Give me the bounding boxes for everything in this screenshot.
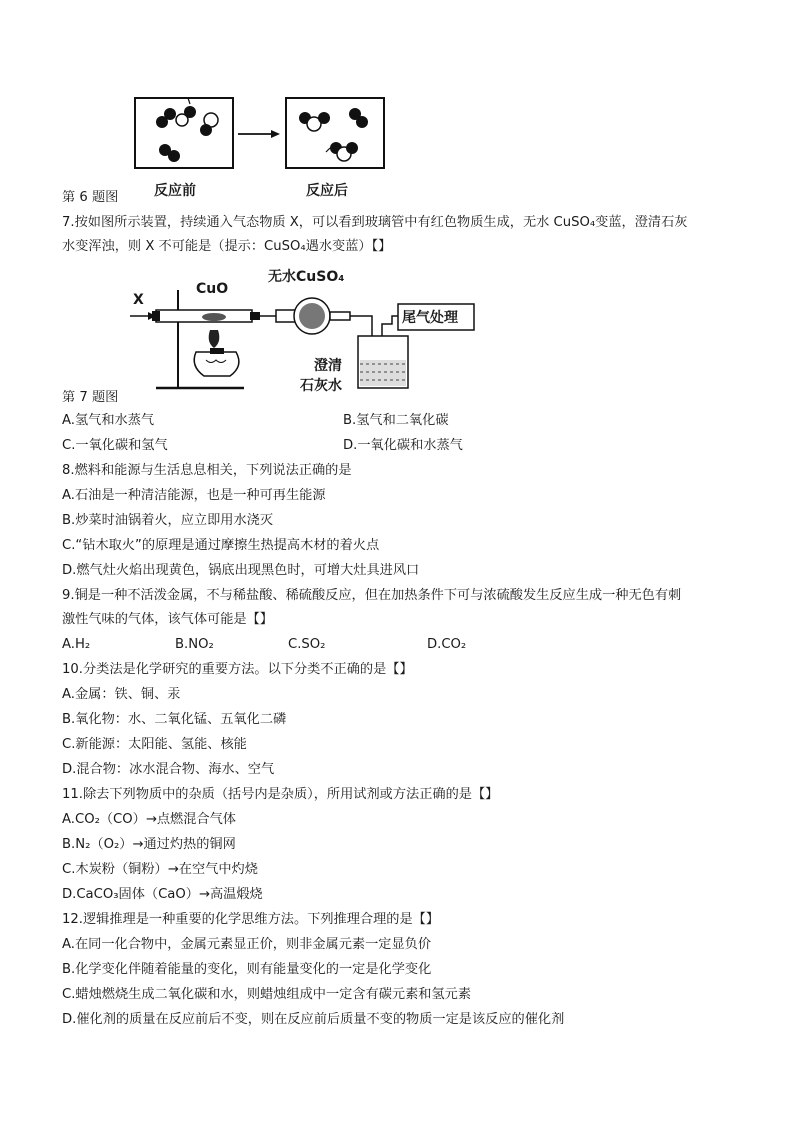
q9-stem-line-2: 激性气味的气体，该气体可能是【】	[62, 612, 273, 627]
fig6-caption: 第 6 题图	[62, 190, 119, 205]
q12-stem: 12.逻辑推理是一种重要的化学思维方法。下列推理合理的是【】	[62, 912, 440, 927]
fig7-tail-gas-label: 尾气处理	[402, 310, 458, 326]
fig7-caption: 第 7 题图	[62, 390, 119, 405]
fig7-limewater-label-2: 石灰水	[300, 378, 342, 394]
arrow-head-icon	[271, 130, 280, 138]
q12-option-d: D.催化剂的质量在反应前后不变，则在反应前后质量不变的物质一定是该反应的催化剂	[62, 1012, 565, 1027]
q11-stem: 11.除去下列物质中的杂质（括号内是杂质），所用试剂或方法正确的是【】	[62, 787, 499, 802]
q8-option-b: B.炒菜时油锅着火，应立即用水浇灭	[62, 513, 274, 528]
q7-option-b: B.氢气和二氧化碳	[343, 413, 449, 428]
q8-option-c: C.“钻木取火”的原理是通过摩擦生热提高木材的着火点	[62, 538, 380, 553]
q9-option-d: D.CO₂	[427, 637, 467, 652]
q8-stem: 8.燃料和能源与生活息息相关，下列说法正确的是	[62, 463, 352, 478]
q12-option-a: A.在同一化合物中，金属元素显正价，则非金属元素一定显负价	[62, 937, 432, 952]
q9-stem-line-1: 9.铜是一种不活泼金属，不与稀盐酸、稀硫酸反应，但在加热条件下可与浓硫酸发生反应生成一种无色有刺	[62, 588, 682, 603]
before-box	[135, 98, 233, 168]
fig6-after-label: 反应后	[306, 183, 348, 199]
q10-option-a: A.金属：铁、铜、汞	[62, 687, 181, 702]
q11-option-a: A.CO₂（CO）→点燃混合气体	[62, 812, 236, 827]
after-box	[286, 98, 384, 168]
fig6-before-label: 反应前	[154, 183, 196, 199]
q12-option-c: C.蜡烛燃烧生成二氧化碳和水，则蜡烛组成中一定含有碳元素和氢元素	[62, 987, 472, 1002]
fig7-limewater-label-1: 澄清	[314, 358, 342, 374]
q9-option-c: C.SO₂	[288, 637, 326, 652]
q10-stem: 10.分类法是化学研究的重要方法。以下分类不正确的是【】	[62, 662, 413, 677]
q11-option-c: C.木炭粉（铜粉）→在空气中灼烧	[62, 862, 258, 877]
q7-option-c: C.一氧化碳和氢气	[62, 438, 168, 453]
q10-option-b: B.氧化物：水、二氧化锰、五氧化二磷	[62, 712, 287, 727]
alcohol-lamp	[194, 352, 239, 376]
q10-option-d: D.混合物：冰水混合物、海水、空气	[62, 762, 275, 777]
q7-option-a: A.氢气和水蒸气	[62, 413, 155, 428]
fig7-cuo-label: CuO	[196, 281, 229, 297]
cuo-powder	[202, 313, 226, 321]
q8-option-d: D.燃气灶火焰出现黄色，锅底出现黑色时，可增大灶具进风口	[62, 563, 420, 578]
fig7-x-label: X	[133, 292, 144, 308]
q7-stem-line-1: 7.按如图所示装置，持续通入气态物质 X，可以看到玻璃管中有红色物质生成，无水 CuSO₄变蓝，澄清石灰	[62, 215, 688, 230]
q8-option-a: A.石油是一种清洁能源，也是一种可再生能源	[62, 488, 326, 503]
q11-option-b: B.N₂（O₂）→通过灼热的铜网	[62, 837, 236, 852]
q7-option-d: D.一氧化碳和水蒸气	[343, 438, 463, 453]
q10-option-c: C.新能源：太阳能、氢能、核能	[62, 737, 247, 752]
figure-6-diagram	[130, 92, 370, 174]
q7-stem-line-2: 水变浑浊，则 X 不可能是（提示：CuSO₄遇水变蓝）【】	[62, 239, 392, 254]
q9-option-a: A.H₂	[62, 637, 91, 652]
q9-option-b: B.NO₂	[175, 637, 214, 652]
q12-option-b: B.化学变化伴随着能量的变化，则有能量变化的一定是化学变化	[62, 962, 432, 977]
fig7-cuso4-label: 无水CuSO₄	[268, 269, 345, 285]
q11-option-d: D.CaCO₃固体（CaO）→高温煅烧	[62, 887, 263, 902]
